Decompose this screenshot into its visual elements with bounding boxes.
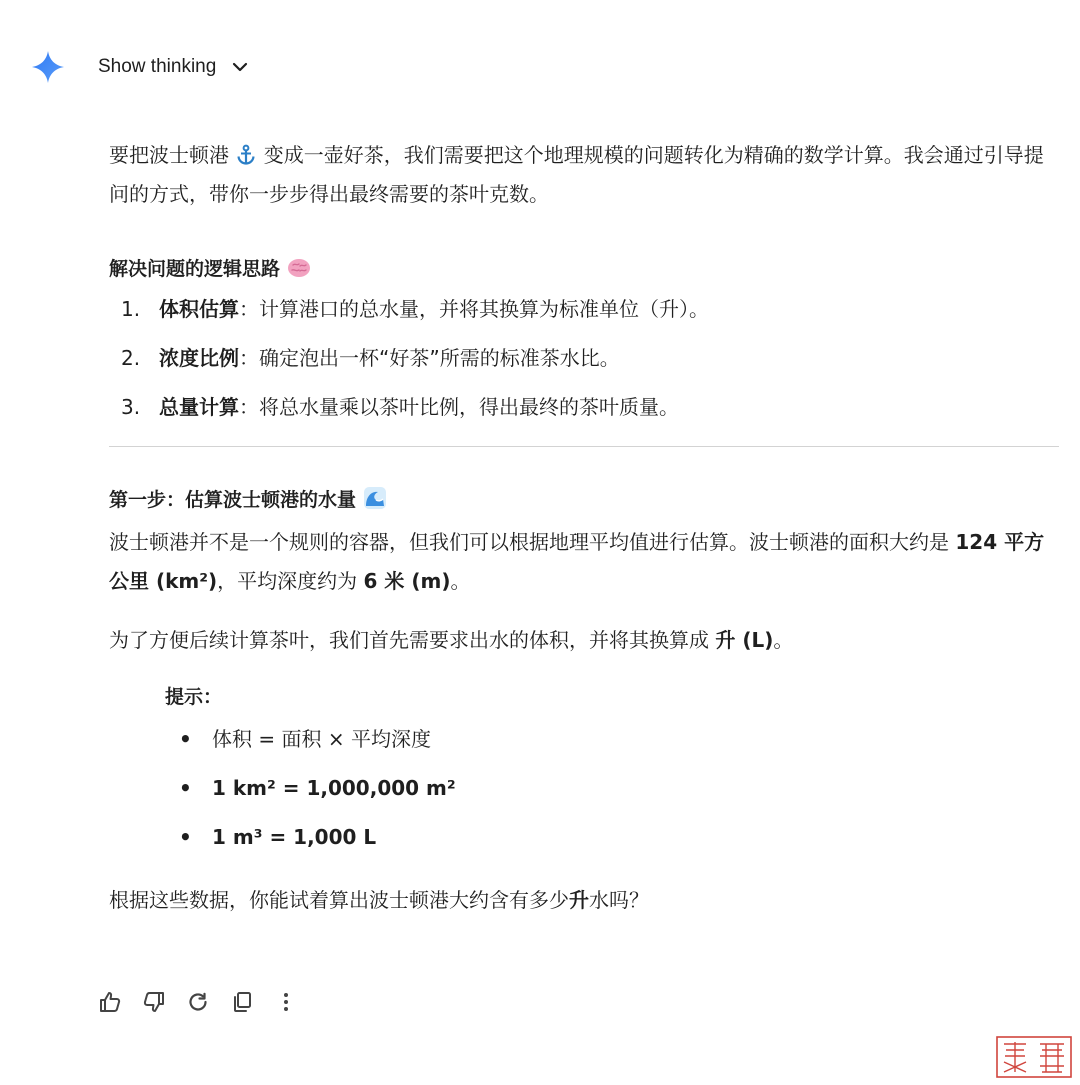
bullet: • [179,727,192,751]
logic-heading-text: 解决问题的逻辑思路 [109,258,287,280]
step-text: ：确定泡出一杯“好茶”所需的标准茶水比。 [239,346,620,370]
more-options-icon [274,990,298,1014]
step1-volume-text-2: 。 [773,628,794,652]
section-divider [109,446,1059,447]
step1-text-2: ，平均深度约为 [217,569,364,593]
step1-text-3: 。 [450,569,471,593]
regenerate-icon [186,990,210,1014]
response-actions [96,988,316,1016]
logic-steps-list [109,292,1059,439]
step-term: 体积估算 [159,297,239,321]
hint-text: 体积 = 面积 × 平均深度 [212,727,431,751]
step-number: 1. [121,297,141,321]
step-text: ：将总水量乘以茶叶比例，得出最终的茶叶质量。 [239,395,679,419]
step1-heading-text: 第一步：估算波士顿港的水量 [109,489,363,511]
step-term: 浓度比例 [159,346,239,370]
step1-volume-text-1: 为了方便后续计算茶叶，我们首先需要求出水的体积，并将其换算成 [109,628,716,652]
question-text-1: 根据这些数据，你能试着算出波士顿港大约含有多少 [109,888,569,912]
step-number: 2. [121,346,141,370]
intro-text-1: 要把波士顿港 [109,143,236,167]
anchor-icon [235,144,257,166]
hint-block [165,680,1059,869]
thumbs-down-button[interactable] [140,988,168,1016]
list-item [109,292,1059,341]
list-item [109,341,1059,390]
list-item [165,722,1059,771]
copy-button[interactable] [228,988,256,1016]
response-content [109,136,1059,920]
regenerate-button[interactable] [184,988,212,1016]
step-term: 总量计算 [159,395,239,419]
question-text-2: 水吗？ [589,888,649,912]
hint-text: 1 m³ = 1,000 L [212,825,377,849]
hint-title: 提示： [165,686,223,708]
chevron-down-icon [230,57,250,77]
step1-text-1: 波士顿港并不是一个规则的容器，但我们可以根据地理平均值进行估算。波士顿港的面积大约是 [109,530,956,554]
thumbs-up-icon [98,990,122,1014]
intro-paragraph [109,136,1059,214]
harbor-area-value: 124 平方公里 (km²) [109,530,1045,593]
watermark-seal-icon [996,1036,1072,1078]
gemini-spark-icon [30,49,66,85]
more-options-button[interactable] [272,988,300,1016]
step1-paragraph-area [109,523,1059,601]
brain-icon [287,257,311,279]
liter-unit: 升 (L) [715,628,774,652]
harbor-depth-value: 6 米 (m) [363,569,451,593]
logic-heading [109,252,1059,286]
thumbs-up-button[interactable] [96,988,124,1016]
list-item [109,390,1059,439]
step-number: 3. [121,395,141,419]
water-wave-icon [363,486,387,510]
list-item [165,820,1059,869]
list-item [165,771,1059,820]
show-thinking-label: Show thinking [98,56,217,77]
intro-text-2: 变成一壶好茶，我们需要把这个地理规模的问题转化为精确的数学计算。我会通过引导提问的方式，带你一步步得出最终需要的茶叶克数。 [109,143,1044,206]
show-thinking-toggle[interactable] [30,46,250,88]
question-bold: 升 [569,888,589,912]
thumbs-down-icon [142,990,166,1014]
bullet: • [179,825,192,849]
step-text: ：计算港口的总水量，并将其换算为标准单位（升）。 [239,297,709,321]
step1-paragraph-volume [109,621,1059,660]
bullet: • [179,776,192,800]
step1-heading [109,483,1059,517]
hint-text: 1 km² = 1,000,000 m² [212,776,456,800]
hint-list [165,722,1059,869]
question-paragraph [109,881,1059,920]
copy-icon [230,990,254,1014]
